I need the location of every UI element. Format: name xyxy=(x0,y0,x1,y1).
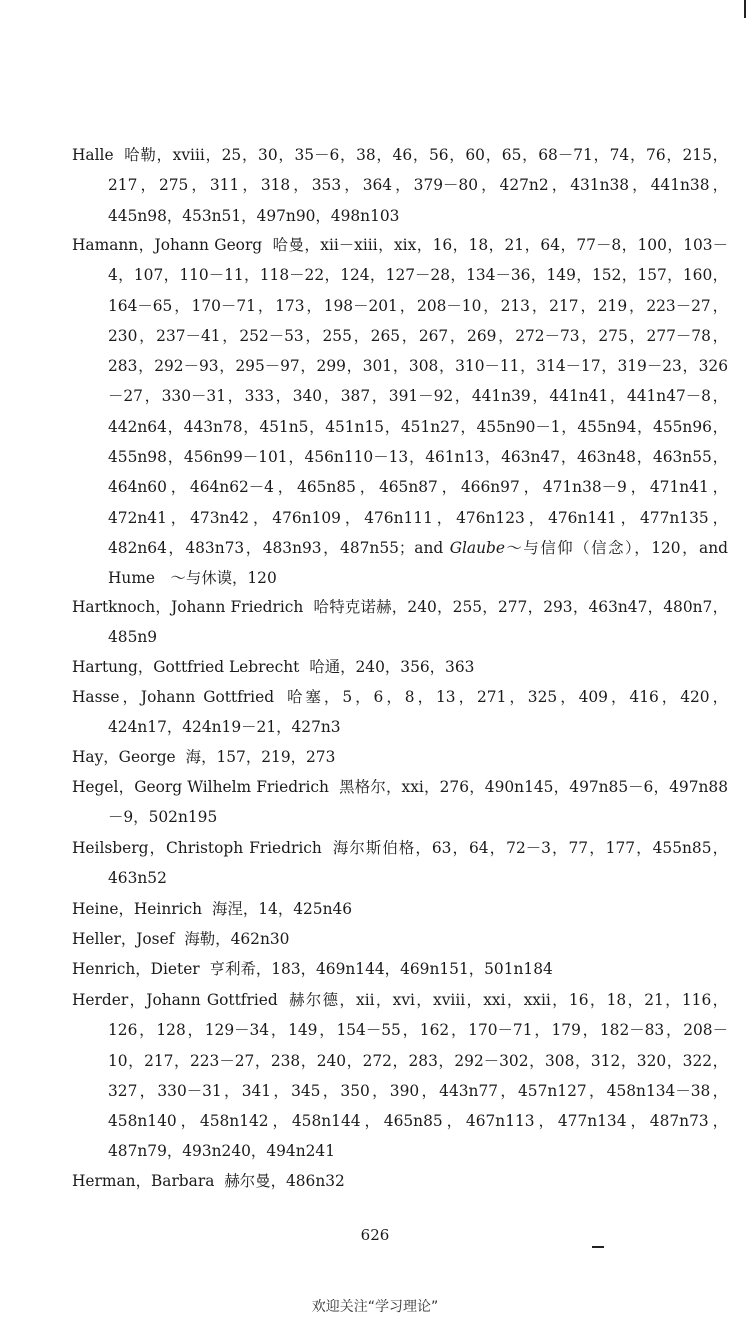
index-entry-herder xyxy=(72,985,728,1167)
entry-refs: ，14，425n46 xyxy=(242,900,353,918)
entry-chinese: 赫尔德 xyxy=(287,991,340,1009)
index-entry-hay xyxy=(72,742,728,772)
entry-chinese: 海尔斯伯格 xyxy=(331,839,416,857)
entry-refs: ，xxi，276，490n145，497n85－6，497n88－9，502n195 xyxy=(108,778,729,827)
entry-refs: ，240，356，363 xyxy=(340,658,475,676)
scan-mark xyxy=(592,1246,604,1248)
index-entry-herman xyxy=(72,1166,728,1196)
entry-head: Herman，Barbara xyxy=(72,1172,215,1190)
entry-chinese: 赫尔曼 xyxy=(224,1172,271,1190)
footer-watermark-text: 欢迎关注“学习理论” xyxy=(311,1299,439,1315)
scan-edge-mark xyxy=(744,0,746,18)
entry-refs: ，xii－xiii，xix，16，18，21，64，77－8，100，103－4，107，110－11，118－22，124，127－28，134－36，149，152，157，160，164－65，170－71，173，198－201，208－10，213，217，219，223－27，230，237－41，252－53，255，265，267，269，272－73，275，277－78，283，292－93，295－97，299，301，308，310－11，314－17，319－23，326－27，330－31，333，340，387，391－92，441n39，441n41，441n47－8，442n64，443n78，451n5，451n15，451n27，455n90－1，455n94，455n96，455n98，456n99－101，456n110－13，461n13，463n47，463n48，463n55，464n60，464n62－4，465n85，465n87，466n97，471n38－9，471n41，472n41，473n42，476n109，476n111，476n123，476n141，477n135，482n64，483n73，483n93，487n55；and xyxy=(108,236,728,557)
index-entry-hartung xyxy=(72,652,728,682)
index-entry-heilsberg xyxy=(72,833,728,894)
entry-head: Heller，Josef xyxy=(72,930,175,948)
index-entry-heller xyxy=(72,924,728,954)
entry-refs: ，486n32 xyxy=(270,1172,345,1190)
index-entry-hegel xyxy=(72,772,728,833)
entry-chinese: 哈特克诺赫 xyxy=(313,598,392,616)
entry-italic-term: Glaube xyxy=(449,538,505,557)
entry-head: Heine，Heinrich xyxy=(72,900,203,918)
index-entry-hamann xyxy=(72,230,728,594)
entry-refs: ，462n30 xyxy=(215,930,290,948)
index-entry-hartknoch xyxy=(72,592,728,653)
entry-head: Hay，George xyxy=(72,748,176,766)
index-entry-halle xyxy=(72,140,728,231)
index-entry-henrich xyxy=(72,954,728,984)
entry-chinese: 哈曼 xyxy=(272,236,305,254)
entry-head: Henrich，Dieter xyxy=(72,960,200,978)
entry-tail: ～与信仰（信念），120，and Hume ～与休谟，120 xyxy=(108,538,728,588)
entry-refs: ，63，64，72－3，77，177，455n85，463n52 xyxy=(108,839,728,888)
entry-chinese: 黑格尔 xyxy=(338,778,386,796)
entry-refs: ，xviii，25，30，35－6，38，46，56，60，65，68－71，74，76，215，217，275，311，318，353，364，379－80，427n2，431n38，441n38，445n98，453n51，497n90，498n103 xyxy=(108,146,728,225)
entry-refs: ，xii，xvi，xviii，xxi，xxii，16，18，21，116，126，128，129－34，149，154－55，162，170－71，179，182－83，208－10，217，223－27，238，240，272，283，292－302，308，312，320，322，327，330－31，341，345，350，390，443n77，457n127，458n134－38，458n140，458n142，458n144，465n85，467n113，477n134，487n73，487n79，493n240，494n241 xyxy=(108,991,729,1161)
page-number: 626 xyxy=(360,1226,390,1244)
index-entry-heine xyxy=(72,894,728,924)
entry-head: Herder，Johann Gottfried xyxy=(72,991,278,1009)
entry-chinese: 海勒 xyxy=(184,930,216,948)
entry-chinese: 海 xyxy=(185,748,202,766)
index-entry-hasse xyxy=(72,682,728,743)
entry-head: Heilsberg，Christoph Friedrich xyxy=(72,839,322,857)
entry-head: Hegel，Georg Wilhelm Friedrich xyxy=(72,778,329,796)
entry-head: Hasse，Johann Gottfried xyxy=(72,688,275,706)
entry-head: Hartung，Gottfried Lebrecht xyxy=(72,658,300,676)
entry-chinese: 哈通 xyxy=(309,658,341,676)
entry-refs: ，5，6，8，13，271，325，409，416，420，424n17，424n19－21，427n3 xyxy=(108,688,728,737)
entry-head: Halle xyxy=(72,146,114,164)
entry-refs: ，157，219，273 xyxy=(201,748,336,766)
entry-head: Hartknoch，Johann Friedrich xyxy=(72,598,304,616)
entry-chinese: 哈塞 xyxy=(284,688,324,706)
entry-chinese: 海涅 xyxy=(212,900,243,918)
entry-refs: ，240，255，277，293，463n47，480n7，485n9 xyxy=(108,598,728,647)
entry-chinese: 亨利希 xyxy=(209,960,256,978)
entry-chinese: 哈勒 xyxy=(123,146,157,164)
entry-refs: ，183，469n144，469n151，501n184 xyxy=(255,960,553,978)
entry-head: Hamann，Johann Georg xyxy=(72,236,263,254)
